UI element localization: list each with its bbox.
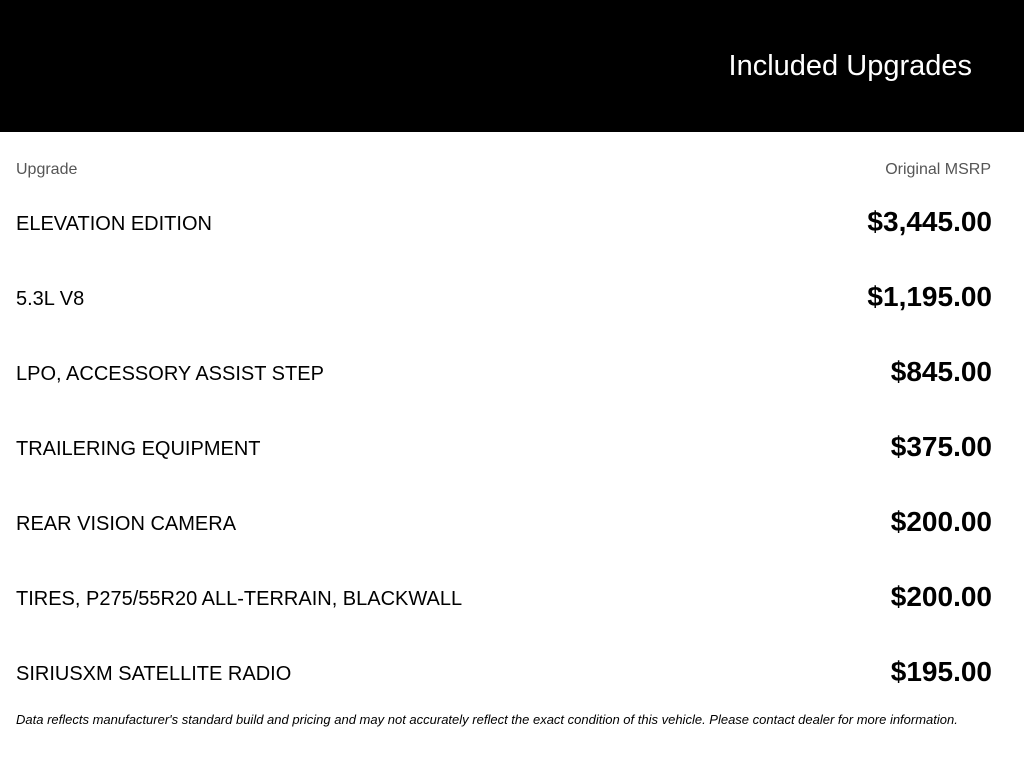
upgrade-row [16,484,992,559]
upgrade-name: TIRES, P275/55R20 ALL-TERRAIN, BLACKWALL [16,588,463,610]
upgrade-name: REAR VISION CAMERA [16,513,237,535]
upgrade-price: $1,195.00 [867,281,992,312]
page-title: Included Upgrades [728,50,972,82]
upgrade-price: $845.00 [890,356,992,387]
column-header-msrp: Original MSRP [885,161,991,178]
upgrade-price: $200.00 [890,581,992,612]
upgrade-name: SIRIUSXM SATELLITE RADIO [16,663,292,685]
upgrade-price: $375.00 [890,431,992,462]
upgrade-row [16,634,992,709]
upgrade-name: TRAILERING EQUIPMENT [16,438,261,460]
upgrade-name: LPO, ACCESSORY ASSIST STEP [16,363,324,385]
upgrade-row [16,259,992,334]
upgrades-list [16,184,992,709]
column-header-upgrade: Upgrade [16,161,78,178]
upgrade-price: $195.00 [890,656,992,687]
header-bar [0,0,1024,132]
disclaimer-text: Data reflects manufacturer's standard build and pricing and may not accurately reflect the exact condition of this vehicle. Please contact dealer for more information. [16,712,958,727]
upgrade-row [16,559,992,634]
upgrade-price: $3,445.00 [867,206,992,237]
upgrade-name: 5.3L V8 [16,288,85,310]
upgrade-row [16,334,992,409]
upgrade-row [16,409,992,484]
upgrade-price: $200.00 [890,506,992,537]
upgrade-name: ELEVATION EDITION [16,213,212,235]
upgrade-row [16,184,992,259]
